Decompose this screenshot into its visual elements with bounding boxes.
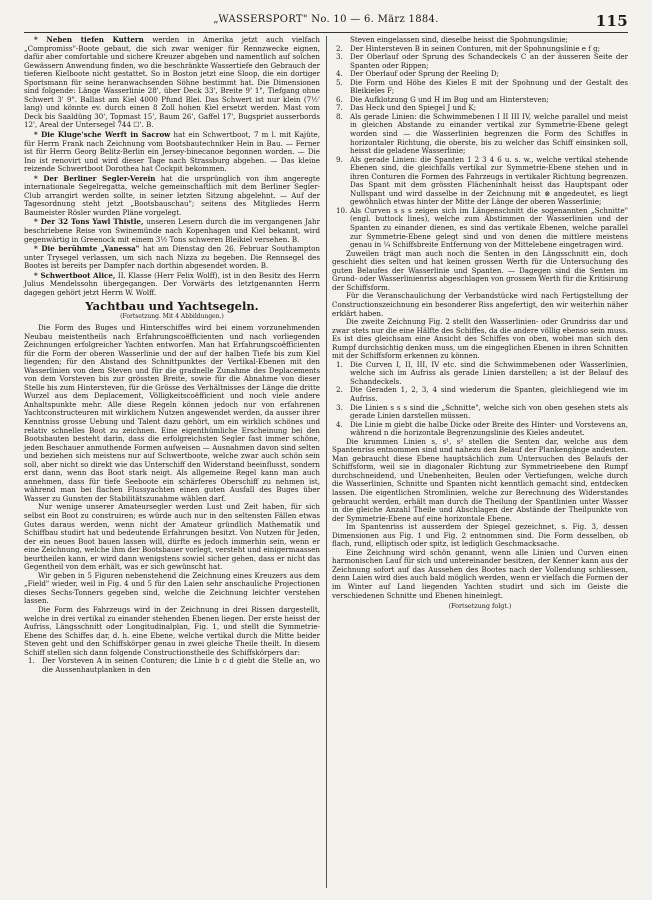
list-number: 1. — [28, 656, 35, 666]
news-item-text: hat ein Schwertboot, 7 m l. mit Kajüte, für Herrn Frank nach Zeichnung vom Bootsbautechniker Hein in Bau. — Ferner ist für Herrn Georg Belitz-Berlin ein Jersey-binecanoe begonnen worden. — Die Ino ist renovirt und wird dieser Tage nach Strassburg abgehen. — Das kleine reizende Schwertboot Dorothea hat Cockpit bekommen. — [24, 130, 321, 174]
news-item — [24, 272, 320, 298]
list-item — [332, 361, 628, 387]
news-item-head: * Die Kluge'sche Werft in Sacrow — [34, 130, 171, 140]
list-number: 4. — [336, 69, 343, 79]
list-text: Als gerade Linien: die Schwimmebenen I II III IV, welche parallel und meist in gleichen Abstande zu einander vertikal zur Symmetrie-Ebene gelegt worden sind — die Wasserlinien begrenzen die Form des Schiffes in horizontaler Richtung, die oberste, bis zu welcher das Schiff einsinken soll, heisst die geladene Wasserlinie; — [350, 111, 628, 156]
article-paragraph: Für die Veranschaulichung der Verbandstücke wird nach Fertigstellung der Constructionszeichnung ein besonderer Riss angefertigt, den wir weiterhin näher erklärt haben. — [332, 291, 628, 318]
news-item-text: werden in Amerika jetzt auch vielfach „Compromiss"-Boote gebaut, die sich zwar weniger für Rennzwecke eignen, dafür aber comfortable und sichere Kreuzer abgeben und namentlich auf solchen Gewässern Anwendung finden, wo die beschränkte Wassertiefe den Gebrauch der tieferen Kielboote nicht gestattet. So in Boston jetzt eine Sloop, die ein dortiger Sportsmann für seine heranwachsenden Söhne bestimmt hat. Die Dimensionen sind folgende: Länge Wasserlinie 28', über Deck 33', Breite 9' 1", Tiefgang ohne Schwert 3' 9". Ballast am Kiel 4000 Pfund Blei. Das Schwert ist nur klein (7½' lang) und könnte ev. durch einen 8 Zoll hohen Kiel ersetzt werden. Mast vom Deck bis Saaldüng 30', Topmast 15', Baum 26', Gaffel 17', Bugspriet ausserbords 12', Areal der Untersegel 744 ☐'. — [24, 35, 320, 130]
news-item-text: hat am Dienstag den 26. Februar Southampton unter Trysegel verlassen, um sich nach Nizza zu begeben. Die Rennsegel des Bootes ist bereits per Dampfer nach dorthin abgesendet worden. — [24, 244, 320, 271]
masthead-title: „WASSERSPORT" No. 10 — 6. März 1884. — [213, 14, 439, 25]
article-paragraph: Die Form des Buges und Hinterschiffes wird bei einem vorzunehmenden Neubau meistentheils nach Erfahrungscoëfficienten und nach vorliegenden Zeichnungen erfolgreicher Yachten entworfen. Man hat Erfahrungscoëfficienten für die Form der oberen Wasserlinie und der auf der halben Tiefe bis zum Kiel liegenden; für den Abstand des Schnittpunktes der Vertikal-Ebenen mit den Wasserlinien von dem Steven und für die gradnelle Zunahme des Deplacements von dem Vorsteven bis zur grössten Breite, sowie für die Abnahme von dieser Stelle bis zum Hintersteven, für die Grösse des Verhältnisses der Länge die dritte Wurzel aus dem Deplacement, Völligkeitscoëfficient und noch viele andere Anhaltspunkte mehr. Alle diese Regeln können jedoch nur von erfahrenen Yachtconstructeuren mit wirklichem Nutzen angewendet werden, da ausser ihrer Kenntniss grosse Uebung und Talent dazu gehört, um ein wirklich schönes und relativ schnelles Boot zu zeichnen. Eine eigenthümliche Erscheinung bei den Bootsbauten besteht darin, dass die erfolgreichsten Segler fast immer schöne, jeden Beschauer anmuthende Formen aufweisen — Ausnahmen davon sind selten und beziehen sich meistens nur auf Schwertboote, welche zwar auch schön sein soll, aber nicht so direkt wie das Unterschiff den Widerstand beeinflusst, sondern erst dann, wenn das Boot stark neigt. Als allgemeine Regel kann man auch annehmen, dass für tiefe Seeboote ein schärferes Oberschiff zu nehmen ist, während man bei flachen Flussyachten einen guten Ausfall des Buges über Wasser zu Gunsten der Stabilitätszunahme wählen darf. — [24, 322, 320, 503]
list-text: Der Oberlauf oder Sprung der Reeling D; — [350, 69, 499, 79]
list-number: 9. — [336, 154, 343, 164]
list-item — [332, 421, 628, 438]
list-item — [24, 657, 320, 674]
list-number: 7. — [336, 103, 343, 113]
list-text: Steven eingelassen sind, dieselbe heisst die Spohnungslinie; — [350, 35, 568, 44]
list-text: Als gerade Linien: die Spanten 1 2 3 4 6 u. s. w., welche vertikal stehende Ebenen sind, die gleichfalls vertikal zur Symmetrie-Ebene stehen und in ihren Conturen die Formen des Fahrzeugs in vertikaler Richtung begrenzen. Das Spant mit dem grössten Flächeninhalt heisst das Hauptspant oder Nullspant und wird dasselbe in der Zeichnung mit ⊗ angedeutet, es liegt gewöhnlich etwas hinter der Mitte der Länge der oberen Wasserlinie; — [350, 154, 628, 207]
news-item-text: hat die ursprünglich von ihm angeregte internationale Segelregatta, welche gemeinschaftlich mit dem Berliner Segler-Club arrangirt werden sollte, in seiner letzten Sitzung abgelehnt. — Auf der Tagesordnung steht jetzt „Bootsbauschau"; seitens des Mitgliedes Herrn Baumeister Rösler wurden Pläne vorgelegt. — [24, 173, 320, 217]
news-item — [24, 36, 320, 130]
news-item-head: * Schwertboot Alice, — [34, 270, 116, 280]
left-column — [24, 36, 320, 674]
right-column — [332, 36, 628, 611]
article-paragraph: Die Form des Fahrzeugs wird in der Zeichnung in drei Rissen dargestellt, welche in drei vertikal zu einander stehenden Ebenen liegen. Der erste heisst der Aufriss, Längsschnitt oder Longitudinalplan, Fig. 1, und stellt die Symmetrie-Ebene des Schiffes dar, d. h. eine Ebene, welche vertikal durch die Mitte beider Steven geht und den Schiffskörper genau in zwei gleiche Theile theilt. In diesem Schiff stellen sich dann folgende Constructionstheile des Schiffskörpers dar: — [24, 605, 320, 657]
running-header — [24, 12, 628, 30]
list-text: Der Hintersteven B in seinen Conturen, mit der Spohnungslinie e f g; — [350, 43, 601, 53]
list-item — [332, 207, 628, 250]
list-number: 6. — [336, 94, 343, 104]
news-item-head: * Die berühmte „Vanessa" — [34, 244, 140, 254]
list-text: Die Linie m giebt die halbe Dicke oder Breite des Hinter- und Vorstevens an, während n die horizontale Begrenzungslinie des Kieles andeutet. — [350, 419, 628, 438]
list-text: Die Linien s s s sind die „Schnitte", welche sich von oben gesehen stets als gerade Linien darstellen müssen. — [350, 402, 628, 421]
news-item — [24, 218, 320, 244]
list-text: Der Vorsteven A in seinen Conturen; die Linie b c d giebt die Stelle an, wo die Aussenhautplanken in den — [42, 656, 320, 674]
list-number: 3. — [336, 402, 343, 412]
section-title: Yachtbau und Yachtsegeln. — [85, 299, 259, 314]
news-item — [24, 245, 320, 271]
list-text: Die Curven I, II, III, IV etc. sind die Schwimmebenen oder Wasserlinien, welche sich im Aufriss als gerade Linien darstellen; a ist der Belauf des Schandeckels. — [350, 359, 628, 386]
list-number: 4. — [336, 419, 343, 429]
news-item — [24, 175, 320, 218]
list-item — [332, 386, 628, 403]
article-paragraph: Die krummen Linien s, s¹, s² stellen die Senten dar, welche aus dem Spantenriss entnommen sind und nahezu den Belauf der Plankengänge andeuten. Man gebraucht diese Ebene hauptsächlich zum Untersuchen des Belaufs der Schiffsform, weil sie in diagonaler Richtung zur Symmetrieebene den Rumpf durchschneidend, und Unebenheiten, Beulen oder Vertiefungen, welche durch die Wasserlinien, Schnitte und Spanten nicht kenntlich gemacht sind, entdecken lassen. Die eigentlichen Stromlinien, welche zur Berechnung des Widerstandes gebraucht werden, erhält man durch die Theilung der Spantlinien unter Wasser in die gleiche Anzahl Theile und Abschlagen der Abstände der Theilpunkte von der Symmetrie-Ebene auf eine horizontale Ebene. — [332, 436, 628, 523]
list-text: Das Heck und den Spiegel J und K; — [350, 103, 477, 113]
news-item-head: * Der Berliner Segler-Verein — [34, 173, 156, 183]
article-paragraph: Zuweilen trägt man auch noch die Senten in den Längsschnitt ein, doch geschieht dies selten und hat keinen grossen Werth für die Untersuchung des guten Belaufes der Wasserlinie und Spanten. — Dagegen sind die Senten im Grund- oder Wasserlinienriss abgeschlagen von grossem Werth für die Kritisirung der Schiffsform. — [332, 248, 628, 292]
news-item-sig: B. — [291, 234, 300, 244]
news-item-text: II. Klasse (Herr Felix Wolff), ist in den Besitz des Herrn Julius Mendelssohn übergegangen. Der Vorwärts des letztgenannten Herrn dagegen gehört jetzt Herrn W. Wolff. — [24, 270, 320, 297]
list-text: Als Curven s s s zeigen sich im Längenschnitt die sogenannten „Schnitte" (engl. buttock lines), welche zum Abstimmen der Wasserlinien und der Spanten zu einander dienen, es sind das vertikale Ebenen, welche parallel zur Symmetrie-Ebene gelegt sind und von denen die mittlere meistens genau in ¼ Schiffsbreite Entfernung von der Mittelebene eingetragen wird. — [350, 205, 628, 250]
list-item — [332, 156, 628, 207]
list-number: 10. — [336, 205, 348, 215]
news-item-text: unseren Lesern durch die im vergangenen Jahr beschriebene Reise von Swinemünde nach Kopenhagen und Kiel bekannt, wird gegenwärtig in Greenock mit einem 3½ Tons schweren Bleikiel versehen. — [24, 217, 320, 244]
list-item — [332, 113, 628, 156]
article-paragraph: Die zweite Zeichnung Fig. 2 stellt den Wasserlinien- oder Grundriss dar und zwar stets nur die eine Hälfte des Schiffes, da die andere völlig ebenso sein muss. Es ist dies gleichsam eine Ansicht des Schiffes von oben, wobei man sich den Rumpf durchsichtig denken muss, um die eingeglichen Ebenen in ihren Schnitten mit der Schiffsform erkennen zu können. — [332, 317, 628, 361]
list-text: Der Oberlauf oder Sprung des Schandeckels C an der äusseren Seite der Spanten oder Rippen; — [350, 52, 628, 70]
column-divider — [326, 36, 327, 888]
list-number: 8. — [336, 111, 343, 121]
list-text: Die Aufklotzung G und H im Bug und am Hintersteven; — [350, 94, 549, 104]
article-paragraph: Wir geben in 5 Figuren nebenstehend die Zeichnung eines Kreuzers aus dem „Field" wieder, weil in Fig. 4 und 5 für den Laien sehr anschauliche Projectionen dieses Sechs-Tonners gegeben sind, welche die Zeichnung leichter verstehen lassen. — [24, 570, 320, 606]
list-number: 5. — [336, 77, 343, 87]
page-number: 115 — [595, 12, 628, 30]
article-paragraph: Eine Zeichnung wird schön genannt, wenn alle Linien und Curven einen harmonischen Lauf für sich und untereinander besitzen, der Kenner kann aus der Zeichnung sofort auf das Aussehen des Bootes nach der Vollendung schliessen, denn Laien wird dies auch bald möglich werden, wenn er vielfach die Formen der im Winter auf Land liegenden Yachten studirt und sich im Geiste die verschiedenen Schnitte und Ebenen hineinlegt. — [332, 547, 628, 600]
list-text: Die Form und Höhe des Kieles E mit der Spohnung und der Gestalt des Bleikieles F; — [350, 77, 628, 96]
list-number: 2. — [336, 43, 343, 53]
news-section — [24, 36, 320, 297]
list-number: 1. — [336, 359, 343, 369]
continued-note: (Fortsetzung folgt.) — [448, 602, 512, 611]
list-item — [332, 53, 628, 70]
news-item — [24, 131, 320, 174]
list-text: Die Geraden 1, 2, 3, 4 sind wiederum die Spanten, gleichliegend wie im Aufriss. — [350, 385, 628, 403]
news-item-head: * Neben tiefen Kuttern — [34, 35, 144, 44]
news-item-head: * Der 32 Tons Yawl Thistle, — [34, 217, 144, 227]
article-paragraph: Im Spantenriss ist ausserdem der Spiegel gezeichnet, s. Fig. 3, dessen Dimensionen aus Fig. 1 und Fig. 2 entnommen sind. Die Form desselben, ob flach, rund, elliptisch oder spitz, ist lediglich Geschmacksache. — [332, 522, 628, 549]
list-number: 2. — [336, 385, 343, 395]
news-item-sig: B. — [146, 120, 154, 130]
section-subtitle: (Fortsetzung. Mit 4 Abbildungen.) — [120, 313, 224, 321]
list-item — [332, 79, 628, 96]
list-number: 3. — [336, 52, 343, 62]
news-item-sig: B. — [260, 261, 269, 271]
header-rule — [24, 32, 628, 33]
list-item — [332, 404, 628, 421]
article-paragraph: Nur wenige unserer Amateursegler werden Lust und Zeit haben, für sich selbst ein Boot zu construiren; es würde auch nur in den seltensten Fällen etwas Gutes daraus werden, wenn nicht der Amateur gründlich Mathematik und Schiffbau studirt hat und bedeutende Erfahrungen besitzt. Von Nutzen für Jeden, der ein neues Boot bauen lassen will, dürfte es jedoch immerhin sein, wenn er eine Zeichnung, welche ihm der Bootsbauer vorlegt, versteht und einigermaassen beurtheilen kann, er wird dann wenigstens sowiel sicher gehen, dass er nicht das Gegentheil von dem erhält, was er sich gewünscht hat. — [24, 502, 320, 572]
